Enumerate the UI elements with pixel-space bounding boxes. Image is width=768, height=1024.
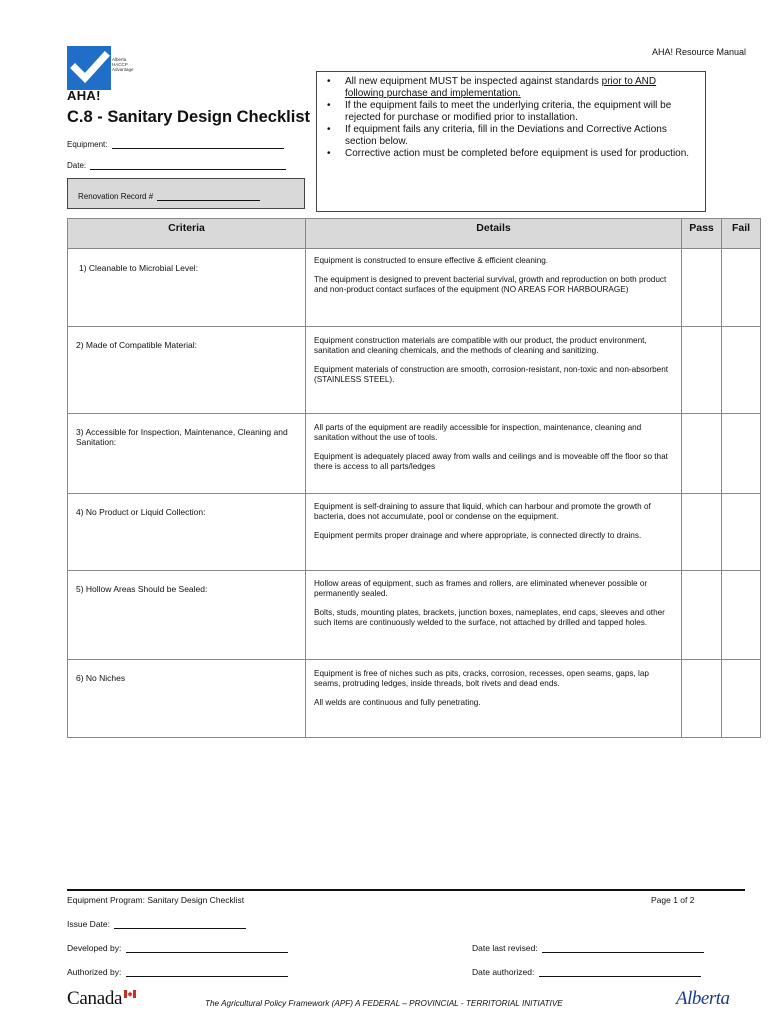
logo-text: AHA!: [67, 88, 101, 103]
pass-checkbox[interactable]: [682, 414, 722, 494]
header-criteria: Criteria: [68, 219, 306, 249]
equipment-blank[interactable]: [112, 140, 284, 149]
instruction-item: • If equipment fails any criteria, fill in the Deviations and Corrective Actions section below.: [327, 124, 667, 147]
page-number: Page 1 of 2: [651, 895, 695, 905]
pass-checkbox[interactable]: [682, 571, 722, 660]
fail-checkbox[interactable]: [722, 494, 761, 571]
pass-checkbox[interactable]: [682, 660, 722, 738]
criteria-cell: 6) No Niches: [68, 660, 306, 738]
date-authorized-blank[interactable]: [539, 968, 701, 977]
pass-checkbox[interactable]: [682, 249, 722, 327]
bullet-icon: •: [327, 76, 331, 87]
details-cell: Equipment is self-draining to assure that liquid, which can harbour and promote the growth of bacteria, does not accumulate, pool or condense on the equipment. Equipment permits proper drainage and where appropriate, is connected directly to drains.: [306, 494, 682, 571]
equipment-field[interactable]: [67, 140, 284, 149]
fail-checkbox[interactable]: [722, 327, 761, 414]
renovation-record-box: [67, 178, 305, 209]
fail-checkbox[interactable]: [722, 660, 761, 738]
manual-title: AHA! Resource Manual: [651, 47, 746, 57]
footer-divider: [67, 889, 745, 891]
details-cell: All parts of the equipment are readily accessible for inspection, maintenance, cleaning and sanitation without the use of tools. Equipment is adequately placed away from walls and ceilings and is moveable off the floor so that there is access to all parts/ledges: [306, 414, 682, 494]
instructions-box: [316, 71, 706, 212]
header-pass: Pass: [682, 219, 722, 249]
table-row: [68, 660, 761, 738]
developed-by-blank[interactable]: [126, 944, 288, 953]
alberta-wordmark: Alberta: [676, 988, 730, 1009]
table-row: [68, 571, 761, 660]
apf-initiative-text: The Agricultural Policy Framework (APF) A FEDERAL – PROVINCIAL - TERRITORIAL INITIATIVE: [205, 999, 563, 1008]
date-label: Date:: [67, 161, 87, 170]
criteria-cell: 5) Hollow Areas Should be Sealed:: [68, 571, 306, 660]
pass-checkbox[interactable]: [682, 494, 722, 571]
page-title: C.8 - Sanitary Design Checklist: [67, 108, 310, 126]
table-header-row: [68, 219, 761, 249]
criteria-cell: 3) Accessible for Inspection, Maintenance, Cleaning and Sanitation:: [68, 414, 306, 494]
fail-checkbox[interactable]: [722, 571, 761, 660]
details-cell: Equipment construction materials are compatible with our product, the product environment, sanitation and cleaning chemicals, and the methods of cleaning and sanitizing. Equipment materials of construction are smooth, corrosion-resistant, non-toxic and non-absorbent (STAINLESS STEEL).: [306, 327, 682, 414]
date-authorized-label: Date authorized:: [472, 967, 535, 977]
footer-program: Equipment Program: Sanitary Design Checklist: [67, 895, 245, 905]
header-fail: Fail: [722, 219, 761, 249]
table-row: [68, 414, 761, 494]
developed-by-label: Developed by:: [67, 943, 122, 953]
date-authorized-field[interactable]: [472, 967, 701, 977]
bullet-icon: •: [327, 148, 331, 159]
canada-flag-icon: [124, 990, 136, 998]
criteria-cell: 4) No Product or Liquid Collection:: [68, 494, 306, 571]
table-row: [68, 327, 761, 414]
criteria-cell: 1) Cleanable to Microbial Level:: [68, 249, 306, 327]
authorized-by-blank[interactable]: [126, 968, 288, 977]
details-cell: Equipment is free of niches such as pits, cracks, corrosion, recesses, open seams, gaps, lap seams, protruding ledges, inside threads, bolt rivets and dead ends. All welds are continuous and fully penetrating.: [306, 660, 682, 738]
table-row: [68, 249, 761, 327]
authorized-by-field[interactable]: [67, 967, 288, 977]
renovation-record-label: Renovation Record #: [78, 192, 154, 201]
date-last-revised-field[interactable]: [472, 943, 704, 953]
equipment-label: Equipment:: [67, 140, 108, 149]
issue-date-field[interactable]: [67, 919, 246, 929]
date-field[interactable]: [67, 161, 286, 170]
instruction-item: • Corrective action must be completed before equipment is used for production.: [327, 148, 690, 159]
fail-checkbox[interactable]: [722, 414, 761, 494]
header-details: Details: [306, 219, 682, 249]
date-last-revised-label: Date last revised:: [472, 943, 538, 953]
instruction-item: • If the equipment fails to meet the underlying criteria, the equipment will be rejected for purchase or modified prior to installation.: [327, 100, 672, 123]
bullet-icon: •: [327, 124, 331, 135]
logo-small-text: Alberta HACCP Advantage: [112, 57, 134, 72]
details-cell: Equipment is constructed to ensure effective & efficient cleaning. The equipment is designed to prevent bacterial survival, growth and reproduction on both product and non-product contact surfaces of the equipment (NO AREAS FOR HARBOURAGE): [306, 249, 682, 327]
criteria-cell: 2) Made of Compatible Material:: [68, 327, 306, 414]
fail-checkbox[interactable]: [722, 249, 761, 327]
pass-checkbox[interactable]: [682, 327, 722, 414]
instruction-item: • All new equipment MUST be inspected against standards prior to AND following purchase and implementation.: [327, 76, 657, 99]
date-blank[interactable]: [90, 161, 286, 170]
date-last-revised-blank[interactable]: [542, 944, 704, 953]
bullet-icon: •: [327, 100, 331, 111]
renovation-record-blank[interactable]: [157, 192, 260, 201]
authorized-by-label: Authorized by:: [67, 967, 122, 977]
renovation-record-field[interactable]: [78, 192, 260, 201]
details-cell: Hollow areas of equipment, such as frames and rollers, are eliminated whenever possible or permanently sealed. Bolts, studs, mounting plates, brackets, junction boxes, nameplates, end caps, sleeves and other such items are continuously welded to the surface, not attached by drilled and tapped holes.: [306, 571, 682, 660]
canada-wordmark: Canada: [67, 988, 123, 1009]
issue-date-blank[interactable]: [114, 920, 246, 929]
developed-by-field[interactable]: [67, 943, 288, 953]
issue-date-label: Issue Date:: [67, 919, 110, 929]
criteria-table: [67, 218, 761, 738]
table-row: [68, 494, 761, 571]
